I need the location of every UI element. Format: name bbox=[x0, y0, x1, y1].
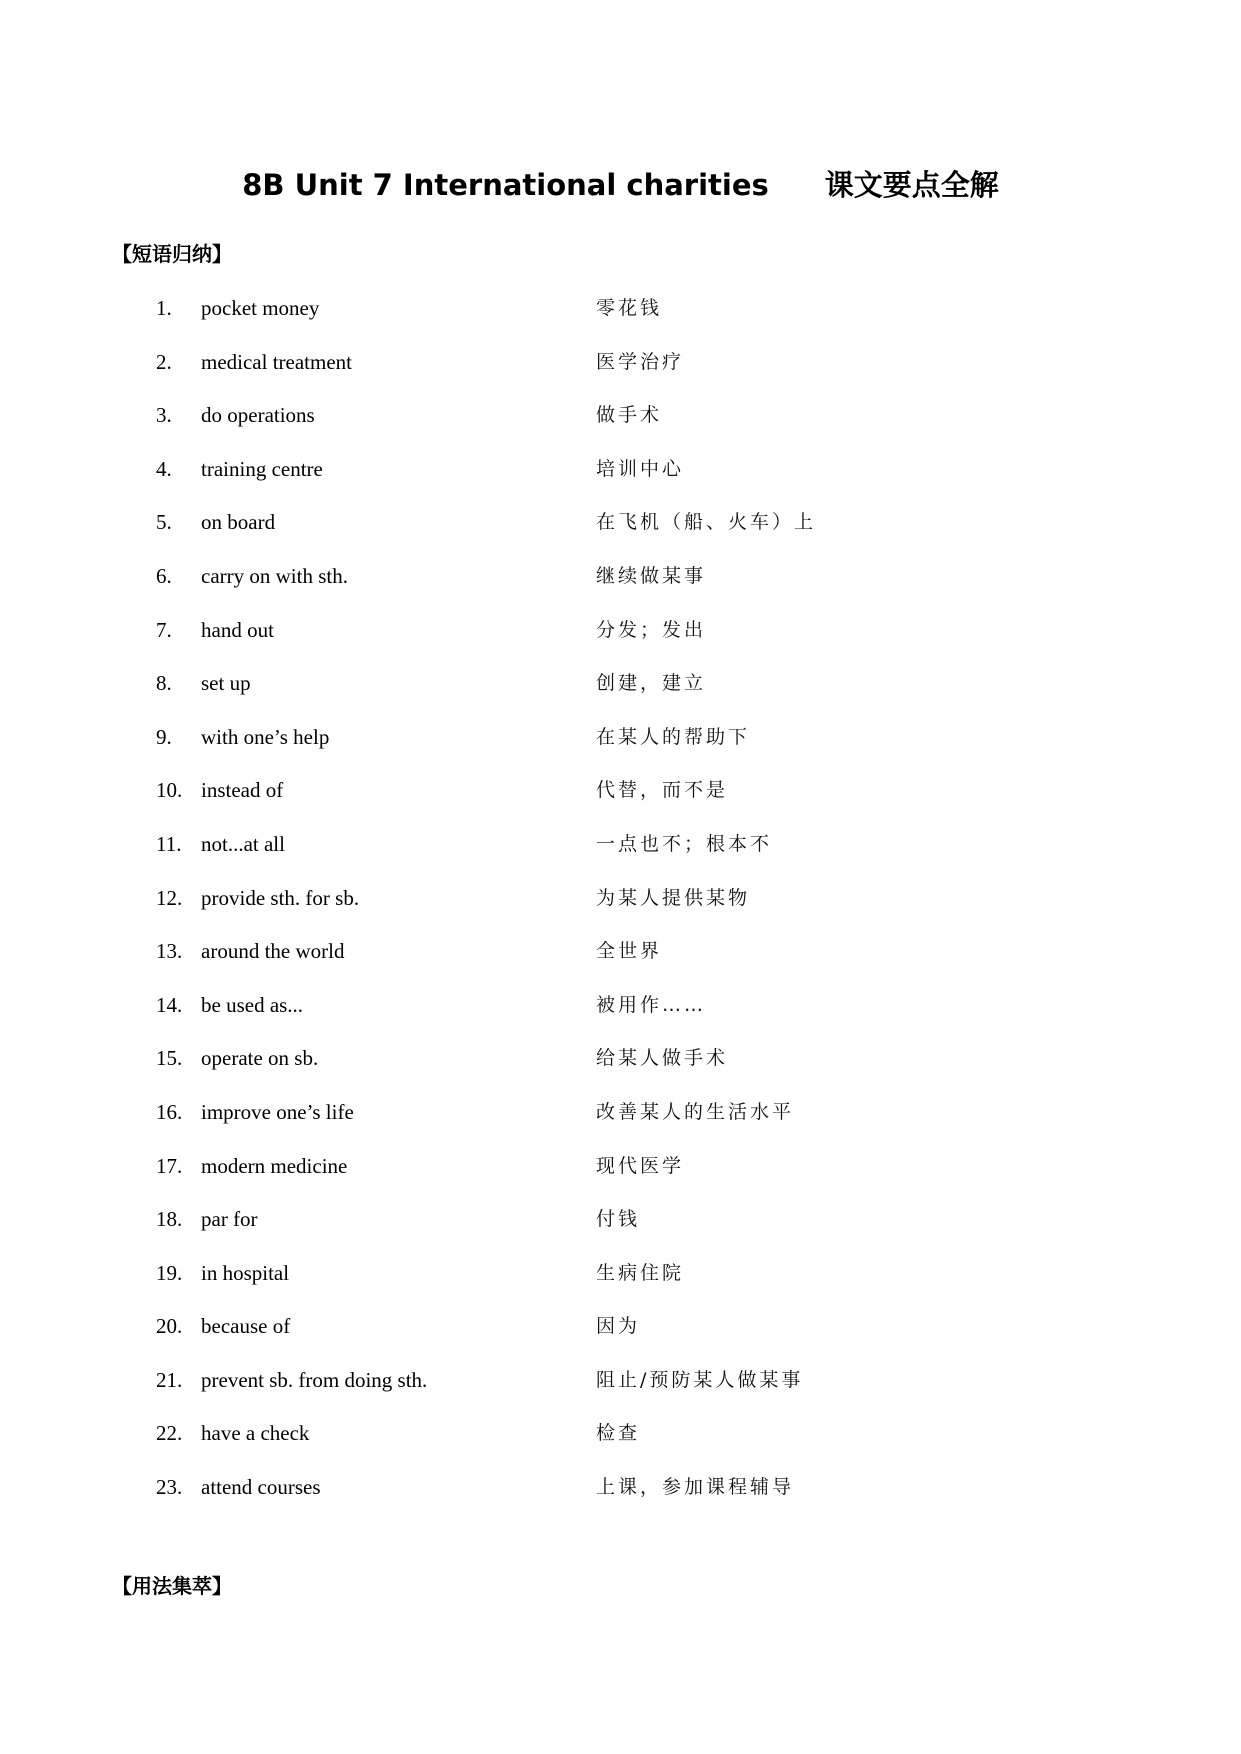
phrase-english: not...at all bbox=[201, 831, 285, 856]
phrase-number: 15. bbox=[156, 1046, 183, 1071]
phrase-chinese: 改善某人的生活水平 bbox=[596, 1100, 795, 1123]
phrase-number: 1. bbox=[156, 296, 172, 320]
phrase-english: set up bbox=[201, 671, 251, 696]
phrase-chinese: 创建，建立 bbox=[596, 672, 707, 695]
phrase-row bbox=[0, 717, 1241, 771]
phrase-english: with one’s help bbox=[201, 724, 330, 749]
phrase-chinese: 阻止/预防某人做某事 bbox=[596, 1368, 804, 1391]
phrase-english: pocket money bbox=[201, 296, 320, 320]
phrase-number: 4. bbox=[156, 456, 172, 481]
phrase-chinese: 检查 bbox=[596, 1422, 641, 1445]
phrase-chinese: 全世界 bbox=[596, 940, 663, 963]
phrase-row bbox=[0, 449, 1241, 503]
phrase-chinese: 上课，参加课程辅导 bbox=[596, 1476, 795, 1499]
phrase-english: improve one’s life bbox=[201, 1099, 354, 1124]
phrase-chinese: 培训中心 bbox=[596, 457, 685, 480]
phrase-english: instead of bbox=[201, 778, 284, 803]
phrase-english: hand out bbox=[201, 617, 274, 642]
phrase-chinese: 零花钱 bbox=[596, 297, 663, 319]
phrase-number: 22. bbox=[156, 1421, 183, 1446]
phrase-english: medical treatment bbox=[201, 349, 353, 374]
phrase-number: 3. bbox=[156, 403, 172, 428]
phrase-chinese: 给某人做手术 bbox=[596, 1047, 729, 1070]
phrase-row bbox=[0, 1038, 1241, 1092]
phrase-row bbox=[0, 1146, 1241, 1200]
phrase-number: 20. bbox=[156, 1314, 183, 1339]
phrase-row bbox=[0, 288, 1241, 342]
phrase-chinese: 付钱 bbox=[596, 1208, 641, 1231]
usage-section-heading: 【用法集萃】 bbox=[112, 1574, 232, 1598]
phrase-number: 16. bbox=[156, 1099, 183, 1124]
phrase-number: 7. bbox=[156, 617, 172, 642]
phrase-number: 13. bbox=[156, 939, 183, 964]
phrase-row bbox=[0, 395, 1241, 449]
phrase-chinese: 现代医学 bbox=[596, 1154, 685, 1177]
phrase-list bbox=[0, 288, 1241, 1521]
phrase-row bbox=[0, 1306, 1241, 1360]
title-english: 8B Unit 7 International charities bbox=[242, 168, 769, 202]
phrase-english: on board bbox=[201, 510, 276, 535]
phrase-chinese: 医学治疗 bbox=[596, 350, 685, 373]
phrase-number: 5. bbox=[156, 510, 172, 535]
phrase-english: around the world bbox=[201, 939, 345, 964]
phrase-chinese: 代替，而不是 bbox=[596, 779, 729, 802]
phrase-row bbox=[0, 1360, 1241, 1414]
phrase-chinese: 继续做某事 bbox=[596, 564, 707, 587]
phrase-chinese: 生病住院 bbox=[596, 1261, 685, 1284]
phrase-chinese: 一点也不；根本不 bbox=[596, 832, 773, 855]
phrase-english: be used as... bbox=[201, 992, 304, 1017]
phrase-row bbox=[0, 931, 1241, 985]
phrase-chinese: 因为 bbox=[596, 1315, 641, 1338]
title-chinese: 课文要点全解 bbox=[824, 168, 999, 202]
phrase-english: prevent sb. from doing sth. bbox=[201, 1367, 428, 1392]
phrase-number: 12. bbox=[156, 885, 183, 910]
phrase-chinese: 做手术 bbox=[596, 404, 663, 427]
phrase-row bbox=[0, 1413, 1241, 1467]
phrase-number: 8. bbox=[156, 671, 172, 696]
phrase-row bbox=[0, 556, 1241, 610]
phrase-number: 2. bbox=[156, 349, 172, 374]
phrase-english: do operations bbox=[201, 403, 315, 428]
phrase-chinese: 在飞机（船、火车）上 bbox=[596, 511, 817, 534]
phrase-row bbox=[0, 663, 1241, 717]
phrase-number: 11. bbox=[156, 831, 182, 856]
phrase-english: because of bbox=[201, 1314, 291, 1339]
phrase-chinese: 被用作…… bbox=[596, 993, 707, 1016]
phrase-chinese: 为某人提供某物 bbox=[596, 886, 751, 909]
phrase-row bbox=[0, 1092, 1241, 1146]
phrase-english: operate on sb. bbox=[201, 1046, 319, 1071]
phrase-english: par for bbox=[201, 1207, 258, 1232]
phrase-english: have a check bbox=[201, 1421, 310, 1446]
phrase-row bbox=[0, 502, 1241, 556]
phrase-number: 19. bbox=[156, 1260, 183, 1285]
phrases-section-heading: 【短语归纳】 bbox=[112, 242, 232, 266]
phrase-number: 17. bbox=[156, 1153, 183, 1178]
phrase-row bbox=[0, 1253, 1241, 1307]
phrase-number: 23. bbox=[156, 1475, 183, 1500]
phrase-row bbox=[0, 878, 1241, 932]
phrase-row bbox=[0, 824, 1241, 878]
phrase-row bbox=[0, 610, 1241, 664]
phrase-number: 14. bbox=[156, 992, 183, 1017]
phrase-english: in hospital bbox=[201, 1260, 290, 1285]
phrase-chinese: 分发；发出 bbox=[596, 618, 707, 641]
phrase-row bbox=[0, 770, 1241, 824]
phrase-number: 10. bbox=[156, 778, 183, 803]
page-title bbox=[0, 165, 1241, 205]
phrase-english: training centre bbox=[201, 456, 323, 481]
phrase-english: carry on with sth. bbox=[201, 563, 348, 588]
phrase-number: 21. bbox=[156, 1367, 183, 1392]
phrase-number: 18. bbox=[156, 1207, 183, 1232]
phrase-number: 9. bbox=[156, 724, 172, 749]
phrase-english: modern medicine bbox=[201, 1153, 348, 1178]
phrase-chinese: 在某人的帮助下 bbox=[596, 725, 751, 748]
phrase-english: attend courses bbox=[201, 1475, 321, 1500]
phrase-english: provide sth. for sb. bbox=[201, 885, 360, 910]
phrase-row bbox=[0, 1467, 1241, 1521]
phrase-number: 6. bbox=[156, 563, 172, 588]
phrase-row bbox=[0, 1199, 1241, 1253]
phrase-row bbox=[0, 985, 1241, 1039]
phrase-row bbox=[0, 342, 1241, 396]
